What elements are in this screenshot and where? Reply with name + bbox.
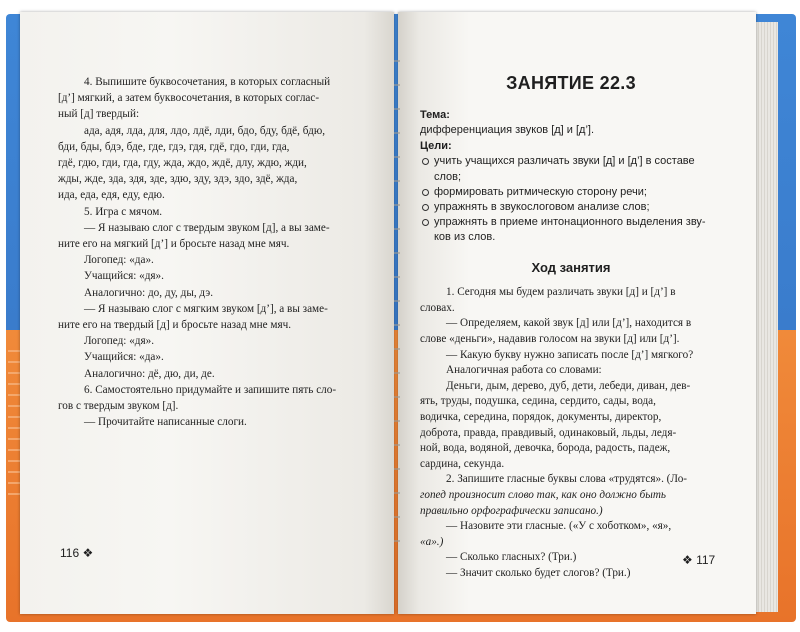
goal-item (420, 200, 722, 215)
text-line: ной, вода, водяной, девочка, борода, радость, падеж, (420, 442, 671, 455)
page-number-right: ❖ 117 (682, 553, 716, 567)
right-page-text (420, 73, 722, 581)
text-line: Учащийся: «дя». (84, 270, 164, 283)
goal-text: формировать ритмическую сторону речи; (434, 185, 647, 198)
book-spine-stitching (394, 60, 400, 560)
topic-text: дифференциация звуков [д] и [д’]. (420, 124, 595, 137)
goal-item (420, 154, 722, 184)
text-line: правильно орфографически записано.) (420, 504, 603, 517)
text-line: — Я называю слог с мягким звуком [д’], а вы заме- (84, 302, 328, 315)
text-line: Аналогично: до, ду, ды, дэ. (84, 286, 214, 299)
text-line: 2. Запишите гласные буквы слова «трудятся». (Ло- (446, 473, 688, 486)
text-line: 5. Игра с мячом. (84, 205, 163, 218)
text-line: 1. Сегодня мы будем различать звуки [д] и [д’] в (446, 286, 676, 299)
text-line: — Назовите эти гласные. («У с хоботком», «я», (446, 520, 672, 533)
text-line: Деньги, дым, дерево, дуб, дети, лебеди, диван, дев- (446, 379, 691, 392)
text-line: бди, бды, бдэ, бде, где, гдэ, гдя, гдё, гдо, гди, гда, (58, 140, 290, 153)
text-line: Аналогично: дё, дю, ди, де. (84, 367, 215, 380)
goals-label: Цели: (420, 139, 452, 152)
text-line: — Сколько гласных? (Три.) (446, 551, 577, 564)
lesson-title: ЗАНЯТИЕ 22.3 (506, 73, 636, 93)
goal-item (420, 215, 722, 245)
text-line: водичка, середина, порядок, документы, директор, (420, 410, 662, 423)
left-page-text (58, 74, 374, 430)
text-line: — Определяем, какой звук [д] или [д’], находится в (446, 317, 692, 330)
section-title: Ход занятия (531, 259, 611, 275)
text-line: слове «деньги», надавив голосом на звуки [д] или [д’]. (420, 332, 680, 345)
goal-text: упражнять в звукослоговом анализе слов; (434, 200, 650, 213)
text-line: Учащийся: «да». (84, 351, 164, 364)
goal-item (420, 185, 722, 200)
text-line: гов с твердым звуком [д]. (58, 400, 179, 413)
page-number-left: 116 ❖ (60, 546, 94, 560)
text-line: 4. Выпишите буквосочетания, в которых согласный (84, 76, 331, 88)
text-line: ада, адя, лда, для, лдо, лдё, лди, бдо, бду, бдё, бдю, (84, 124, 326, 137)
text-line: Логопед: «да». (84, 254, 154, 267)
goal-text: упражнять в приеме интонационного выделения зву-ков из слов. (434, 216, 706, 244)
circle-bullet-icon (422, 204, 429, 211)
goals-list (420, 154, 722, 245)
page-edges (756, 22, 778, 612)
lesson-body (420, 285, 722, 581)
text-line: Логопед: «дя». (84, 335, 155, 348)
text-line: сардина, секунда. (420, 457, 505, 470)
text-line: доброта, правда, правдивый, одинаковый, льды, ледя- (420, 426, 677, 439)
text-line: гопед произносит слово так, как оно должно быть (420, 488, 667, 501)
text-line: 6. Самостоятельно придумайте и запишите пять сло- (84, 383, 337, 396)
circle-bullet-icon (422, 219, 429, 226)
text-line: жды, жде, зда, здя, зде, здю, зду, здэ, здо, здё, жда, (58, 173, 298, 186)
goal-text: учить учащихся различать звуки [д] и [д’] в составе слов; (434, 155, 695, 183)
text-line: — Я называю слог с твердым звуком [д], а вы заме- (84, 221, 330, 234)
text-line: ните его на мягкий [д’] и бросьте назад мне мяч. (58, 238, 290, 251)
text-line: ните его на твердый [д] и бросьте назад мне мяч. (58, 319, 292, 332)
circle-bullet-icon (422, 189, 429, 196)
text-line: — Какую букву нужно записать после [д’] мягкого? (446, 348, 694, 361)
text-line: ида, еда, едя, еду, едю. (58, 189, 165, 202)
text-line: гдё, гдю, гди, гда, гду, жда, ждо, ждё, длу, ждю, жди, (58, 157, 307, 170)
text-line: — Прочитайте написанные слоги. (84, 416, 247, 429)
text-line: ять, труды, подушка, седина, сердито, сады, вода, (420, 395, 656, 408)
text-line: «а».) (420, 535, 444, 548)
text-line: ный [д] твердый: (58, 108, 140, 121)
topic-label: Тема: (420, 108, 450, 121)
circle-bullet-icon (422, 158, 429, 165)
text-line: Аналогичная работа со словами: (446, 364, 602, 377)
text-line: — Значит сколько будет слогов? (Три.) (446, 566, 631, 579)
text-line: [д’] мягкий, а затем буквосочетания, в которых соглас- (58, 92, 320, 105)
text-line: словах. (420, 301, 455, 314)
